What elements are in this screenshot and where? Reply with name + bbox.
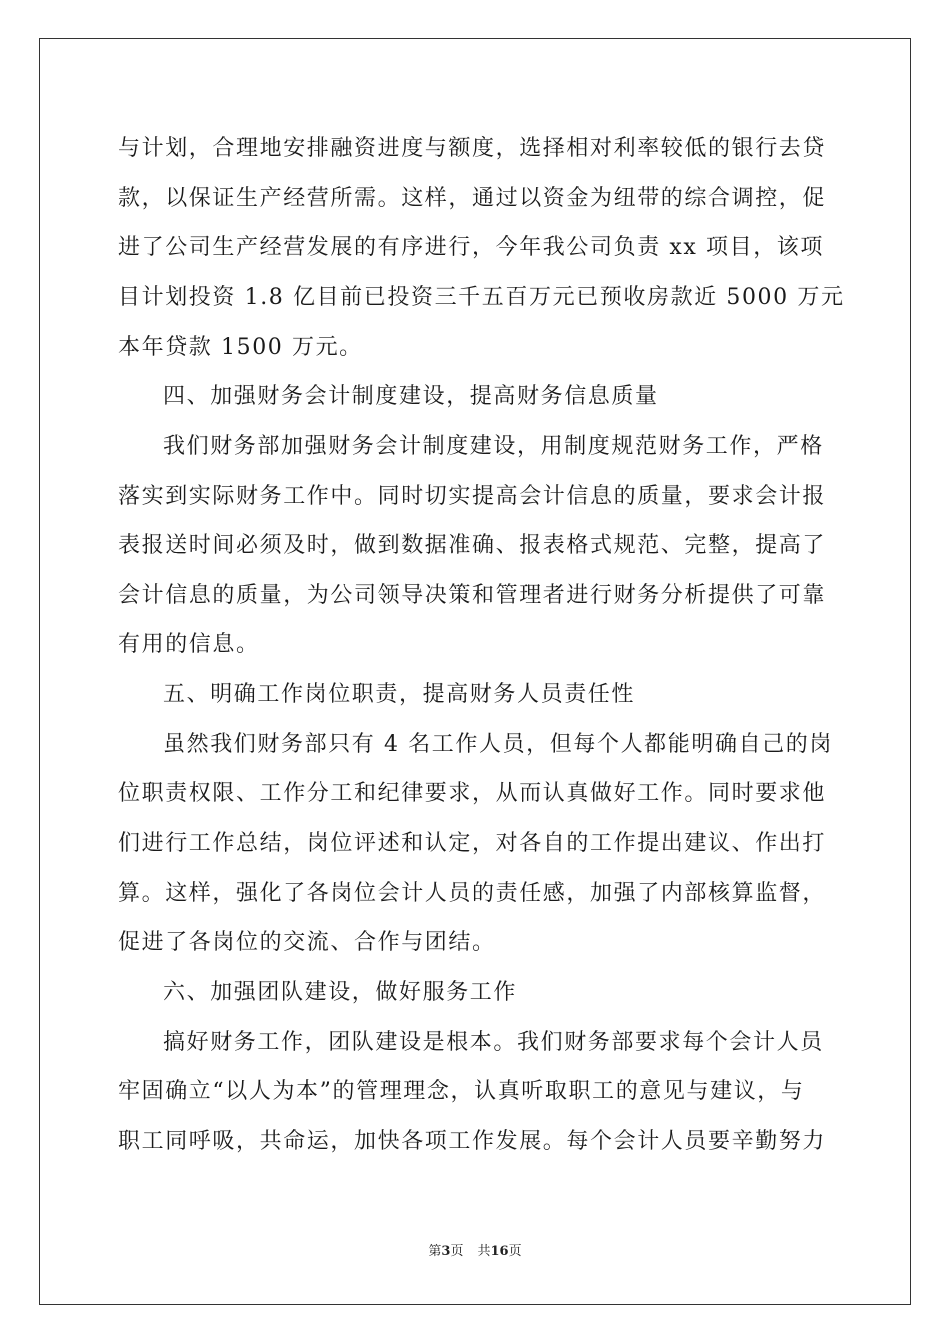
paragraph-first-line: 搞好财务工作，团队建设是根本。我们财务部要求每个会计人员 xyxy=(163,1030,824,1055)
current-page-number: 3 xyxy=(441,1244,451,1259)
text-line: 职工同呼吸，共命运，加快各项工作发展。每个会计人员要辛勤努力 xyxy=(118,1129,827,1154)
text-line: 们进行工作总结，岗位评述和认定，对各自的工作提出建议、作出打 xyxy=(118,831,827,856)
text-line: 本年贷款 1500 万元。 xyxy=(118,335,363,360)
total-label-prefix: 共 xyxy=(477,1244,491,1259)
text-line: 促进了各岗位的交流、合作与团结。 xyxy=(118,930,496,955)
text-line: 进了公司生产经营发展的有序进行，今年我公司负责 xx 项目，该项 xyxy=(118,235,825,260)
text-line: 目计划投资 1.8 亿目前已投资三千五百万元已预收房款近 5000 万元 xyxy=(118,285,845,310)
page-number-footer xyxy=(0,1240,950,1259)
section-heading: 六、加强团队建设，做好服务工作 xyxy=(163,980,518,1005)
text-line: 牢固确立“以人为本”的管理理念，认真听取职工的意见与建议，与 xyxy=(118,1079,805,1104)
paragraph-first-line: 虽然我们财务部只有 4 名工作人员，但每个人都能明确自己的岗 xyxy=(163,732,833,757)
text-line: 会计信息的质量，为公司领导决策和管理者进行财务分析提供了可靠 xyxy=(118,583,827,608)
text-line: 表报送时间必须及时，做到数据准确、报表格式规范、完整，提高了 xyxy=(118,533,827,558)
text-line: 与计划，合理地安排融资进度与额度，选择相对利率较低的银行去贷 xyxy=(118,136,827,161)
total-page-number: 16 xyxy=(490,1244,509,1259)
total-label-suffix: 页 xyxy=(508,1244,522,1259)
paragraph-first-line: 我们财务部加强财务会计制度建设，用制度规范财务工作，严格 xyxy=(163,434,824,459)
page-label-suffix: 页 xyxy=(450,1244,464,1259)
page-border xyxy=(39,38,911,1305)
page-label-prefix: 第 xyxy=(428,1244,442,1259)
text-line: 款，以保证生产经营所需。这样，通过以资金为纽带的综合调控，促 xyxy=(118,186,827,211)
section-heading: 五、明确工作岗位职责，提高财务人员责任性 xyxy=(163,682,636,707)
text-line: 有用的信息。 xyxy=(118,632,260,657)
text-line: 算。这样，强化了各岗位会计人员的责任感，加强了内部核算监督， xyxy=(118,881,827,906)
text-line: 落实到实际财务工作中。同时切实提高会计信息的质量，要求会计报 xyxy=(118,484,827,509)
text-line: 位职责权限、工作分工和纪律要求，从而认真做好工作。同时要求他 xyxy=(118,781,827,806)
section-heading: 四、加强财务会计制度建设，提高财务信息质量 xyxy=(163,384,659,409)
